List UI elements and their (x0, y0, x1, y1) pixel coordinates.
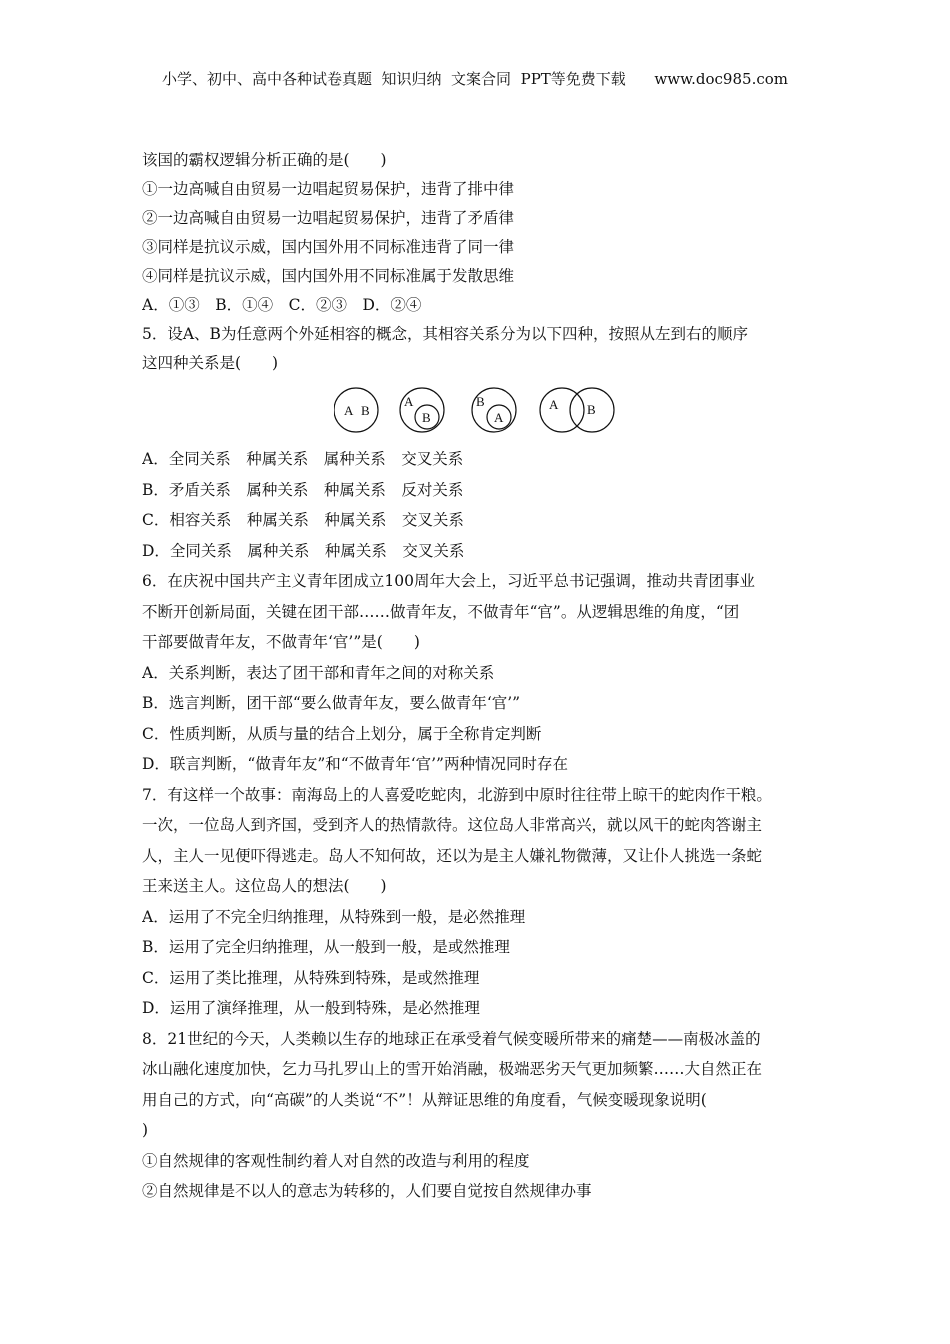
circle-overlap-a (540, 388, 584, 432)
question-7-stem-line-3: 人，主人一见便吓得逃走。岛人不知何故，还以为是主人嫌礼物微薄，又让仆人挑选一条蛇 (142, 846, 763, 865)
question-4-stem: 该国的霸权逻辑分析正确的是( ) (142, 151, 387, 169)
circle-identical (334, 388, 378, 432)
label-overlap-a: A (549, 397, 559, 412)
question-7-option-d: D．运用了演绎推理，从一般到特殊，是必然推理 (142, 999, 480, 1017)
question-7-stem-line-1: 7．有这样一个故事：南海岛上的人喜爱吃蛇肉，北游到中原时往往带上晾干的蛇肉作干粮。 (142, 785, 772, 804)
question-8-stem-line-1: 8．21世纪的今天，人类赖以生存的地球正在承受着气候变暖所带来的痛楚——南极冰盖的 (142, 1029, 761, 1048)
question-6-option-a: A．关系判断，表达了团干部和青年之间的对称关系 (142, 663, 495, 682)
question-6-stem-line-1: 6．在庆祝中国共产主义青年团成立100周年大会上，习近平总书记强调，推动共青团事业 (142, 572, 755, 590)
question-7-stem-line-4: 王来送主人。这位岛人的想法( ) (142, 877, 387, 895)
question-6-option-b: B．选言判断，团干部“要么做青年友，要么做青年‘官’” (142, 694, 521, 712)
question-7-option-b: B．运用了完全归纳推理，从一般到一般，是或然推理 (142, 938, 510, 956)
label-identical-a: A (344, 403, 354, 418)
question-8-stem-line-3: 用自己的方式，向“高碳”的人类说“不”！从辩证思维的角度看，气候变暖现象说明( (142, 1090, 707, 1109)
label-inner-b: B (422, 410, 431, 425)
concept-relation-diagram (142, 378, 814, 444)
question-7-option-c: C．运用了类比推理，从特殊到特殊，是或然推理 (142, 968, 480, 987)
question-7-stem-line-2: 一次，一位岛人到齐国，受到齐人的热情款待。这位岛人非常高兴，就以风干的蛇肉答谢主 (142, 816, 763, 834)
document-body (142, 146, 814, 1207)
question-5-stem-line-1: 5．设A、B为任意两个外延相容的概念，其相容关系分为以下四种，按照从左到右的顺序 (142, 325, 748, 343)
question-5-option-c: C．相容关系 种属关系 种属关系 交叉关系 (142, 511, 464, 529)
page-header: 小学、初中、高中各种试卷真题 知识归纳 文案合同 PPT等免费下载 www.doc985.com (161, 70, 788, 88)
statement-1: ①一边高喊自由贸易一边唱起贸易保护，违背了排中律 (142, 180, 515, 198)
question-8-stem-line-4: ) (142, 1121, 149, 1139)
question-6-option-d: D．联言判断，“做青年友”和“不做青年‘官’”两种情况同时存在 (142, 755, 568, 773)
question-5-option-d: D．全同关系 属种关系 种属关系 交叉关系 (142, 541, 465, 560)
question-5-option-a: A．全同关系 种属关系 属种关系 交叉关系 (142, 450, 464, 468)
label-identical-b: B (361, 403, 370, 418)
question-6-stem-line-3: 干部要做青年友，不做青年‘官’”是( ) (142, 633, 420, 651)
label-overlap-b: B (587, 402, 596, 417)
venn-diagrams (334, 386, 624, 436)
question-4-options: A．①③ B．①④ C．②③ D．②④ (142, 296, 422, 314)
question-6-option-c: C．性质判断，从质与量的结合上划分，属于全称肯定判断 (142, 724, 542, 743)
statement-3: ③同样是抗议示威，国内国外用不同标准违背了同一律 (142, 238, 515, 256)
question-8-statement-2: ②自然规律是不以人的意志为转移的，人们要自觉按自然规律办事 (142, 1182, 592, 1200)
question-6-stem-line-2: 不断开创新局面，关键在团干部……做青年友，不做青年“官”。从逻辑思维的角度，“团 (142, 602, 740, 621)
label-inner-a: A (494, 410, 504, 425)
question-5-stem-line-2: 这四种关系是( ) (142, 354, 279, 372)
statement-4: ④同样是抗议示威，国内国外用不同标准属于发散思维 (142, 267, 515, 285)
label-outer-b: B (476, 394, 485, 409)
question-5-option-b: B．矛盾关系 属种关系 种属关系 反对关系 (142, 480, 464, 499)
question-8-stem-line-2: 冰山融化速度加快，乞力马扎罗山上的雪开始消融，极端恶劣天气更加频繁……大自然正在 (142, 1060, 763, 1078)
question-8-statement-1: ①自然规律的客观性制约着人对自然的改造与利用的程度 (142, 1151, 530, 1170)
question-7-option-a: A．运用了不完全归纳推理，从特殊到一般，是必然推理 (142, 907, 526, 926)
label-outer-a: A (404, 394, 414, 409)
statement-2: ②一边高喊自由贸易一边唱起贸易保护，违背了矛盾律 (142, 209, 515, 227)
